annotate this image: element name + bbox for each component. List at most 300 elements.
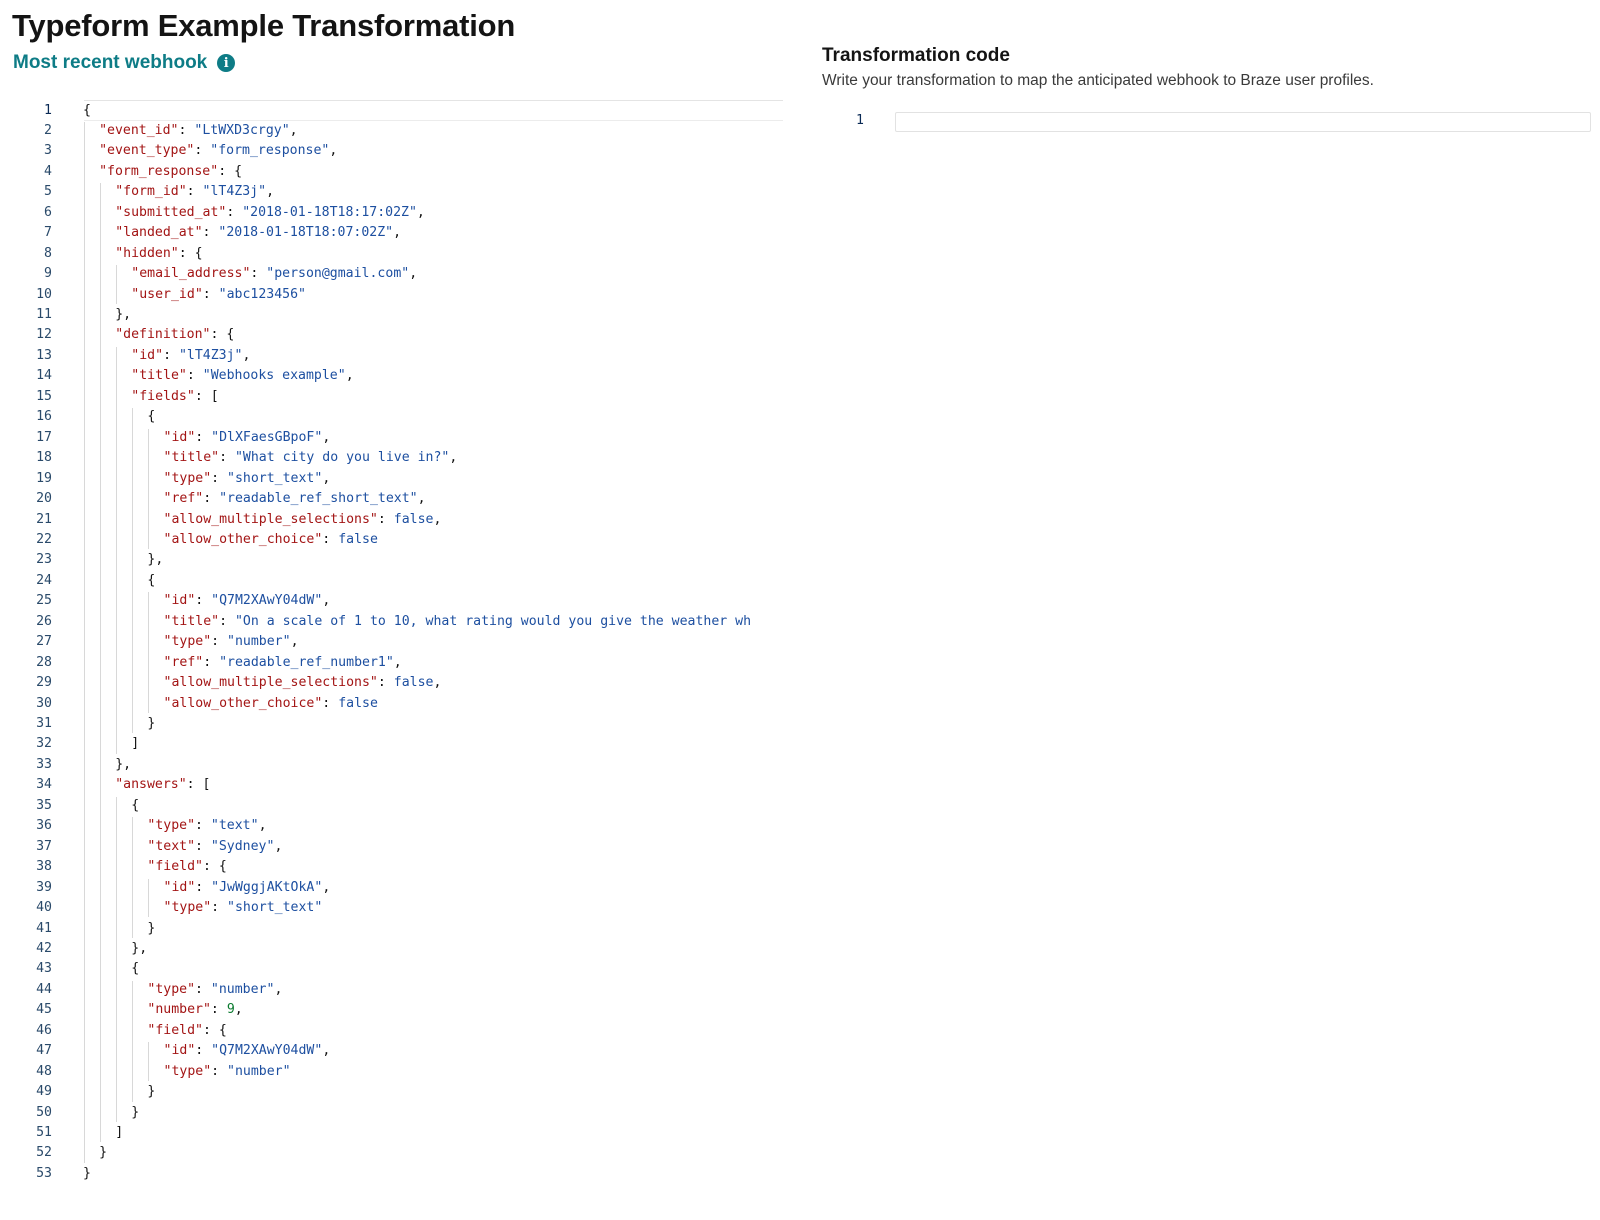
line-number: 31 <box>36 716 52 731</box>
code-line <box>0 591 783 612</box>
json-string: "JwWggjAKtOkA" <box>211 879 323 895</box>
line-number: 49 <box>36 1084 52 1100</box>
line-number: 28 <box>36 654 52 670</box>
code-line <box>0 469 783 490</box>
code-content <box>164 469 331 490</box>
transformation-code-editor[interactable] <box>822 110 1592 140</box>
line-number: 23 <box>36 552 52 568</box>
json-punctuation: : <box>211 1063 228 1079</box>
code-content <box>131 1103 139 1124</box>
line-number: 8 <box>44 245 52 261</box>
json-punctuation: , <box>329 143 338 159</box>
json-punctuation: : [ <box>194 388 219 404</box>
indent-guide <box>132 817 133 938</box>
code-line <box>0 387 783 408</box>
line-number: 2 <box>44 122 52 138</box>
code-line <box>0 1143 783 1164</box>
json-string: "form_response" <box>210 143 330 159</box>
line-number: 35 <box>36 797 52 813</box>
json-punctuation: { <box>131 961 140 977</box>
json-punctuation: : <box>202 286 219 302</box>
code-line <box>0 489 783 510</box>
line-number: 50 <box>36 1104 52 1120</box>
code-line <box>0 1021 783 1042</box>
json-punctuation: , <box>417 491 426 507</box>
json-string: "number" <box>210 981 275 997</box>
code-line <box>0 898 783 919</box>
line-number: 13 <box>36 347 52 363</box>
line-number: 9 <box>44 266 52 282</box>
json-key: "email_address" <box>131 266 251 282</box>
json-punctuation: : <box>195 1043 212 1059</box>
code-line <box>0 550 783 571</box>
line-number: 4 <box>44 163 52 179</box>
json-punctuation: , <box>322 1043 331 1059</box>
json-punctuation: , <box>449 450 458 466</box>
line-number: 16 <box>36 409 52 425</box>
most-recent-webhook-title: Most recent webhook <box>13 52 208 73</box>
json-punctuation: { <box>83 102 91 118</box>
json-punctuation: : <box>219 613 235 629</box>
code-content <box>164 489 426 510</box>
code-line <box>0 510 783 531</box>
line-number: 44 <box>36 981 52 997</box>
indent-guide <box>116 797 117 1122</box>
line-number: 32 <box>36 736 52 752</box>
line-number: 30 <box>36 695 52 711</box>
code-line <box>0 653 783 674</box>
code-line <box>0 203 783 224</box>
code-line <box>0 428 783 449</box>
json-string: "DlXFaesGBpoF" <box>211 429 323 445</box>
indent-guide <box>100 183 101 1142</box>
json-punctuation: } <box>131 1104 140 1120</box>
code-content <box>99 162 242 183</box>
json-key: "type" <box>163 634 212 650</box>
indent-guide <box>132 408 133 733</box>
code-content <box>164 428 331 449</box>
json-boolean: false <box>393 511 434 527</box>
json-punctuation: : [ <box>186 777 211 793</box>
code-line <box>0 734 783 755</box>
json-punctuation: : <box>186 184 203 200</box>
json-string: "person@gmail.com" <box>266 266 410 282</box>
code-content <box>131 346 250 367</box>
code-content <box>115 182 274 203</box>
json-key: "ref" <box>163 491 204 507</box>
json-number: 9 <box>226 1002 235 1018</box>
line-number: 14 <box>36 368 52 384</box>
json-punctuation: , <box>289 122 298 138</box>
json-string: "short_text" <box>227 470 323 486</box>
json-key: "event_id" <box>99 122 179 138</box>
json-key: "type" <box>163 470 212 486</box>
code-content <box>115 244 202 265</box>
line-number: 5 <box>44 184 52 200</box>
line-number: 46 <box>36 1022 52 1038</box>
code-line <box>0 755 783 776</box>
code-line <box>0 1103 783 1124</box>
json-string: "LtWXD3crgy" <box>194 122 290 138</box>
json-punctuation: ] <box>131 736 140 752</box>
json-punctuation: , <box>433 511 442 527</box>
json-key: "form_id" <box>115 184 187 200</box>
json-punctuation: , <box>242 347 251 363</box>
json-key: "type" <box>163 1063 212 1079</box>
json-key: "title" <box>131 368 187 384</box>
json-key: "definition" <box>115 327 211 343</box>
json-punctuation: { <box>147 409 156 425</box>
json-punctuation: } <box>147 1084 156 1100</box>
code-content <box>83 1164 91 1185</box>
indent-guide <box>116 347 117 754</box>
json-key: "type" <box>147 818 196 834</box>
json-string: "readable_ref_short_text" <box>219 491 418 507</box>
code-content <box>164 1041 331 1062</box>
line-number: 15 <box>36 388 52 404</box>
json-punctuation: : { <box>202 1022 227 1038</box>
code-content <box>147 1021 226 1042</box>
json-key: "submitted_at" <box>115 204 227 220</box>
json-punctuation: }, <box>131 940 148 956</box>
json-punctuation: , <box>322 879 331 895</box>
json-punctuation: , <box>393 654 402 670</box>
code-line <box>0 285 783 306</box>
json-punctuation: } <box>99 1145 108 1161</box>
json-punctuation: : <box>322 695 339 711</box>
line-number: 47 <box>36 1043 52 1059</box>
line-number: 45 <box>36 1002 52 1018</box>
json-string: "abc123456" <box>218 286 306 302</box>
code-line <box>0 264 783 285</box>
transformation-code-title: Transformation code <box>822 45 1010 66</box>
code-content <box>131 285 306 306</box>
code-content <box>115 325 234 346</box>
transformation-description: Write your transformation to map the anticipated webhook to Braze user profiles. <box>822 72 1374 89</box>
indent-guide <box>148 429 149 550</box>
code-line <box>0 1000 783 1021</box>
line-number: 1 <box>44 102 52 118</box>
code-line <box>0 1082 783 1103</box>
line-number: 51 <box>36 1125 52 1140</box>
json-key: "number" <box>147 1002 211 1018</box>
line-number: 21 <box>36 511 52 527</box>
code-line <box>0 101 783 122</box>
line-number: 22 <box>36 531 52 547</box>
code-content <box>131 939 147 960</box>
json-boolean: false <box>338 531 378 547</box>
json-punctuation: : <box>163 347 179 363</box>
json-punctuation: : <box>195 981 211 997</box>
json-string: "On a scale of 1 to 10, what rating would you give the weather wh <box>234 613 752 629</box>
code-content <box>147 837 282 858</box>
json-key: "allow_other_choice" <box>163 695 323 711</box>
code-content <box>99 1143 107 1164</box>
json-punctuation: : <box>202 225 219 241</box>
json-punctuation: : <box>219 450 235 466</box>
code-line <box>0 919 783 940</box>
code-line <box>0 121 783 142</box>
line-number: 20 <box>36 491 52 507</box>
json-punctuation: : <box>194 143 211 159</box>
json-string: "Q7M2XAwY04dW" <box>211 1043 323 1059</box>
json-punctuation: : <box>210 1002 227 1018</box>
json-punctuation: : { <box>178 245 203 261</box>
code-line <box>0 571 783 592</box>
line-number: 34 <box>36 777 52 793</box>
code-content <box>164 878 331 899</box>
code-line <box>0 325 783 346</box>
line-number: 18 <box>36 450 52 466</box>
code-content <box>164 530 378 551</box>
json-string: "number" <box>227 634 291 650</box>
json-key: "type" <box>163 900 212 916</box>
code-content <box>115 775 210 796</box>
json-string: "short_text" <box>227 900 323 916</box>
code-line <box>0 1164 783 1185</box>
code-content <box>131 387 218 408</box>
json-punctuation: , <box>416 204 425 220</box>
code-line <box>0 714 783 735</box>
json-key: "title" <box>163 613 220 629</box>
code-content <box>131 734 139 755</box>
code-content <box>147 407 155 428</box>
code-content <box>164 632 299 653</box>
json-key: "ref" <box>163 654 204 670</box>
json-string: "Webhooks example" <box>202 368 346 384</box>
code-line <box>0 632 783 653</box>
code-content <box>131 264 417 285</box>
json-punctuation: : { <box>202 859 227 875</box>
json-key: "id" <box>163 593 196 609</box>
webhook-heading <box>13 52 235 74</box>
code-content <box>147 919 155 940</box>
json-punctuation: : <box>211 900 228 916</box>
line-number: 29 <box>36 675 52 691</box>
json-punctuation: : <box>377 675 394 691</box>
json-boolean: false <box>338 695 378 711</box>
line-number: 37 <box>36 838 52 854</box>
code-line <box>0 980 783 1001</box>
code-line <box>0 448 783 469</box>
json-string: "What city do you live in?" <box>234 450 450 466</box>
line-number: 11 <box>36 307 52 322</box>
code-content <box>164 510 442 531</box>
json-punctuation: : { <box>210 327 235 343</box>
json-punctuation: , <box>274 981 283 997</box>
json-punctuation: } <box>147 716 156 731</box>
code-content <box>147 1000 242 1021</box>
code-line <box>0 530 783 551</box>
json-punctuation: : <box>178 122 195 138</box>
code-content <box>147 816 266 837</box>
code-content <box>164 898 323 919</box>
json-string: "2018-01-18T18:07:02Z" <box>218 225 394 241</box>
code-content <box>147 857 226 878</box>
json-key: "id" <box>163 1043 196 1059</box>
line-number: 26 <box>36 613 52 629</box>
code-line <box>0 407 783 428</box>
json-punctuation: , <box>393 225 402 241</box>
json-key: "id" <box>163 879 196 895</box>
json-string: "lT4Z3j" <box>202 184 267 200</box>
json-string: "text" <box>210 818 259 834</box>
line-number: 24 <box>36 572 52 588</box>
code-line <box>0 837 783 858</box>
json-key: "landed_at" <box>115 225 203 241</box>
code-line <box>0 612 783 633</box>
json-punctuation: : <box>195 818 211 834</box>
json-punctuation: ] <box>115 1125 124 1140</box>
code-line <box>0 162 783 183</box>
json-key: "form_response" <box>99 163 219 179</box>
code-content <box>164 673 442 694</box>
json-punctuation: , <box>345 368 354 384</box>
line-number: 42 <box>36 940 52 956</box>
indent-guide <box>132 981 133 1102</box>
code-line <box>0 1041 783 1062</box>
code-content <box>115 223 401 244</box>
code-line <box>0 141 783 162</box>
json-punctuation: : <box>377 511 394 527</box>
code-line <box>0 959 783 980</box>
json-punctuation: } <box>147 920 156 936</box>
code-line <box>0 857 783 878</box>
transformation-code-input[interactable] <box>895 112 1591 132</box>
code-content <box>115 203 425 224</box>
json-punctuation: , <box>409 266 418 282</box>
code-content <box>131 959 139 980</box>
json-string: "lT4Z3j" <box>178 347 243 363</box>
json-punctuation: }, <box>147 552 164 568</box>
code-content <box>131 366 353 387</box>
code-line <box>0 1123 783 1144</box>
json-key: "hidden" <box>115 245 179 261</box>
code-line <box>0 816 783 837</box>
line-number: 36 <box>36 818 52 834</box>
json-key: "allow_multiple_selections" <box>163 675 378 691</box>
code-content <box>164 694 378 715</box>
line-number: 10 <box>36 286 52 302</box>
code-line <box>0 673 783 694</box>
code-content <box>115 755 131 776</box>
code-content <box>164 591 331 612</box>
line-number: 38 <box>36 859 52 875</box>
indent-guide <box>116 265 117 304</box>
page-title: Typeform Example Transformation <box>12 8 516 43</box>
json-key: "id" <box>131 347 164 363</box>
code-line <box>0 346 783 367</box>
json-punctuation: : <box>195 429 212 445</box>
json-key: "text" <box>147 838 196 854</box>
code-content <box>115 305 131 326</box>
json-punctuation: , <box>290 634 299 650</box>
json-punctuation: : <box>250 266 267 282</box>
code-content <box>99 141 337 162</box>
editor-line-number: 1 <box>856 113 864 128</box>
code-line <box>0 694 783 715</box>
json-punctuation: : <box>203 491 220 507</box>
json-punctuation: : <box>186 368 203 384</box>
json-punctuation: , <box>322 429 331 445</box>
line-number: 19 <box>36 470 52 486</box>
line-number: 40 <box>36 900 52 916</box>
line-number: 33 <box>36 756 52 772</box>
json-string: "readable_ref_number1" <box>219 654 394 670</box>
line-number: 25 <box>36 593 52 609</box>
json-string: "number" <box>227 1063 291 1079</box>
json-key: "title" <box>163 450 220 466</box>
json-string: "2018-01-18T18:17:02Z" <box>242 204 417 220</box>
json-punctuation: : { <box>218 163 243 179</box>
json-punctuation: }, <box>115 756 132 772</box>
code-line <box>0 939 783 960</box>
json-punctuation: , <box>274 838 283 854</box>
code-line <box>0 182 783 203</box>
json-key: "type" <box>147 981 196 997</box>
indent-guide <box>148 1042 149 1081</box>
code-content <box>164 448 458 469</box>
code-content <box>147 980 282 1001</box>
code-line <box>0 244 783 265</box>
code-line <box>0 366 783 387</box>
code-line <box>0 1062 783 1083</box>
line-number: 6 <box>44 204 52 220</box>
json-key: "fields" <box>131 388 195 404</box>
code-content <box>115 1123 123 1144</box>
webhook-json-viewer[interactable] <box>0 100 783 1220</box>
json-key: "field" <box>147 1022 203 1038</box>
json-punctuation: : <box>322 531 339 547</box>
line-number: 52 <box>36 1145 52 1161</box>
code-content <box>99 121 298 142</box>
json-key: "allow_multiple_selections" <box>163 511 378 527</box>
code-line <box>0 878 783 899</box>
json-punctuation: : <box>226 204 243 220</box>
json-key: "field" <box>147 859 203 875</box>
json-boolean: false <box>393 675 434 691</box>
line-number: 53 <box>36 1165 52 1181</box>
json-key: "answers" <box>115 777 187 793</box>
line-number: 48 <box>36 1063 52 1079</box>
json-punctuation: , <box>258 818 267 834</box>
line-number: 12 <box>36 327 52 343</box>
json-key: "user_id" <box>131 286 203 302</box>
json-punctuation: : <box>211 634 228 650</box>
code-content <box>131 796 139 817</box>
line-number: 43 <box>36 961 52 977</box>
json-punctuation: : <box>203 654 220 670</box>
code-line <box>0 796 783 817</box>
line-number: 7 <box>44 225 52 241</box>
json-punctuation: , <box>433 675 442 691</box>
line-number: 17 <box>36 429 52 445</box>
code-line <box>0 223 783 244</box>
line-number: 39 <box>36 879 52 895</box>
indent-guide <box>148 592 149 713</box>
json-punctuation: : <box>195 838 211 854</box>
info-icon[interactable]: i <box>217 54 235 72</box>
code-content <box>147 714 155 735</box>
code-content <box>83 101 91 122</box>
code-content <box>164 1062 291 1083</box>
json-punctuation: , <box>234 1002 243 1018</box>
json-punctuation: } <box>83 1165 91 1181</box>
json-string: "Q7M2XAwY04dW" <box>211 593 323 609</box>
code-content <box>164 612 752 633</box>
json-string: "Sydney" <box>210 838 275 854</box>
json-key: "id" <box>163 429 196 445</box>
